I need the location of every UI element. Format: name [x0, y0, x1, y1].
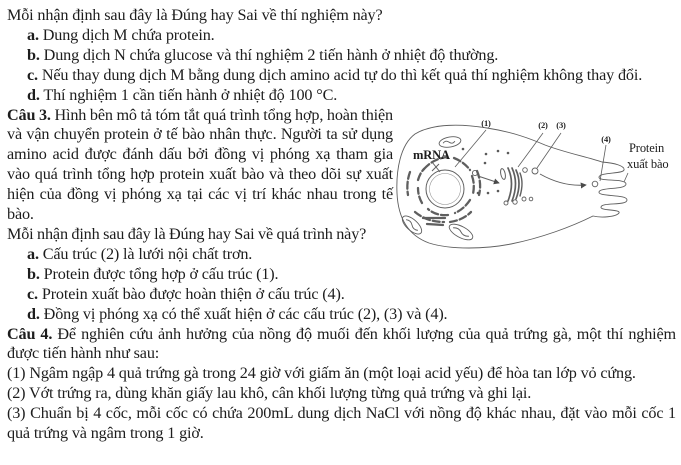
mrna-pointer [432, 162, 440, 172]
question3-prompt: Mỗi nhận định sau đây là Đúng hay Sai về quá trình này? [7, 224, 367, 243]
statement-text: Dung dịch N chứa glucose và thí nghiệm 2 tiến hành ở nhiệt độ thường. [43, 45, 499, 64]
secretory-vesicle [532, 168, 538, 174]
question4-number: Câu 4. [7, 324, 53, 343]
protein-export-label-line1: Protein [629, 141, 665, 155]
structure-label-3: (3) [556, 120, 566, 130]
protein-export-label-line2: xuất bào [627, 157, 669, 171]
statement-text: Đồng vị phóng xạ có thể xuất hiện ở các cấu trúc (2), (3) và (4). [43, 304, 448, 323]
question2-prompt: Mỗi nhận định sau đây là Đúng hay Sai về thí nghiệm này? [7, 6, 383, 24]
statement-letter: c. [27, 284, 38, 303]
cell-diagram [391, 111, 681, 265]
statement-text: Thí nghiệm 1 cần tiến hành ở nhiệt độ 100 °C. [43, 85, 338, 104]
statement-text: Protein được tổng hợp ở cấu trúc (1). [43, 264, 279, 283]
mitochondrion [447, 221, 475, 243]
mrna-label: mRNA [413, 148, 450, 162]
statement-item-3b [7, 265, 676, 285]
question4-step-2: (2) Vớt trứng ra, dùng khăn giấy lau khô, cân khối lượng từng quả trứng và ghi lại. [7, 384, 532, 403]
question3-body-text: Hình bên mô tả tóm tắt quá trình tổng hợp, hoàn thiện và vận chuyển protein ở tế bào nhân thực. Người ta sử dụng amino acid được đánh dấu bởi đồng vị phóng xạ tham gia vào quá trình tổng hợp protein xuất bào và theo dõi sự xuất hiện của đồng vị phóng xạ tại các vị trí khác nhau trong tế bào. [7, 105, 393, 224]
statement-letter: c. [27, 65, 38, 84]
statement-item-2b [7, 46, 676, 66]
structure-label-1: (1) [481, 118, 491, 128]
transport-arrows [478, 174, 586, 185]
question4-step-3: (3) Chuẩn bị 4 cốc, mỗi cốc có chứa 200mL dung dịch NaCl với nồng độ khác nhau, đặt vào mỗi cốc 1 quả trứng và ngâm trong 1 giờ. [7, 404, 676, 443]
structure-label-4: (4) [601, 134, 611, 144]
statement-item-3c [7, 285, 676, 305]
rough-er [407, 157, 480, 225]
statement-text: Dung dịch M chứa protein. [42, 25, 215, 44]
question4-step-1: (1) Ngâm ngập 4 quả trứng gà trong 24 giờ với giấm ăn (một loại acid yếu) để hòa tan lớp vỏ cứng. [7, 364, 636, 383]
mitochondrion [438, 135, 461, 149]
nucleus [426, 170, 464, 208]
statement-text: Protein xuất bào được hoàn thiện ở cấu trúc (4). [41, 284, 345, 303]
question3-body [7, 106, 393, 225]
statement-letter: d. [27, 304, 40, 323]
statement-text: Nếu thay dung dịch M bằng dung dịch amino acid tự do thì kết quả thí nghiệm không thay đổi. [41, 65, 643, 84]
question4-intro [7, 325, 676, 365]
statement-letter: a. [27, 244, 39, 263]
statement-text: Cấu trúc (2) là lưới nội chất trơn. [42, 244, 253, 263]
statement-letter: d. [27, 85, 40, 104]
question4-section [7, 325, 676, 444]
question4-intro-text: Để nghiên cứu ảnh hưởng của nồng độ muối đến khối lượng của quả trứng gà, một thí nghiệm được tiến hành như sau: [7, 324, 676, 363]
statement-letter: b. [27, 264, 40, 283]
statement-item-2d [7, 86, 676, 106]
ribosome-dots [462, 148, 510, 195]
statement-item-2a [7, 26, 676, 46]
statement-item-3d [7, 305, 676, 325]
question3-number: Câu 3. [7, 105, 51, 124]
statement-letter: a. [27, 25, 39, 44]
statement-letter: b. [27, 45, 40, 64]
fusing-vesicle [592, 181, 598, 187]
statement-item-2c [7, 66, 676, 86]
question2-section [7, 6, 676, 106]
golgi-apparatus [500, 168, 533, 205]
structure-label-2: (2) [538, 120, 548, 130]
cell-diagram-svg [391, 111, 681, 265]
